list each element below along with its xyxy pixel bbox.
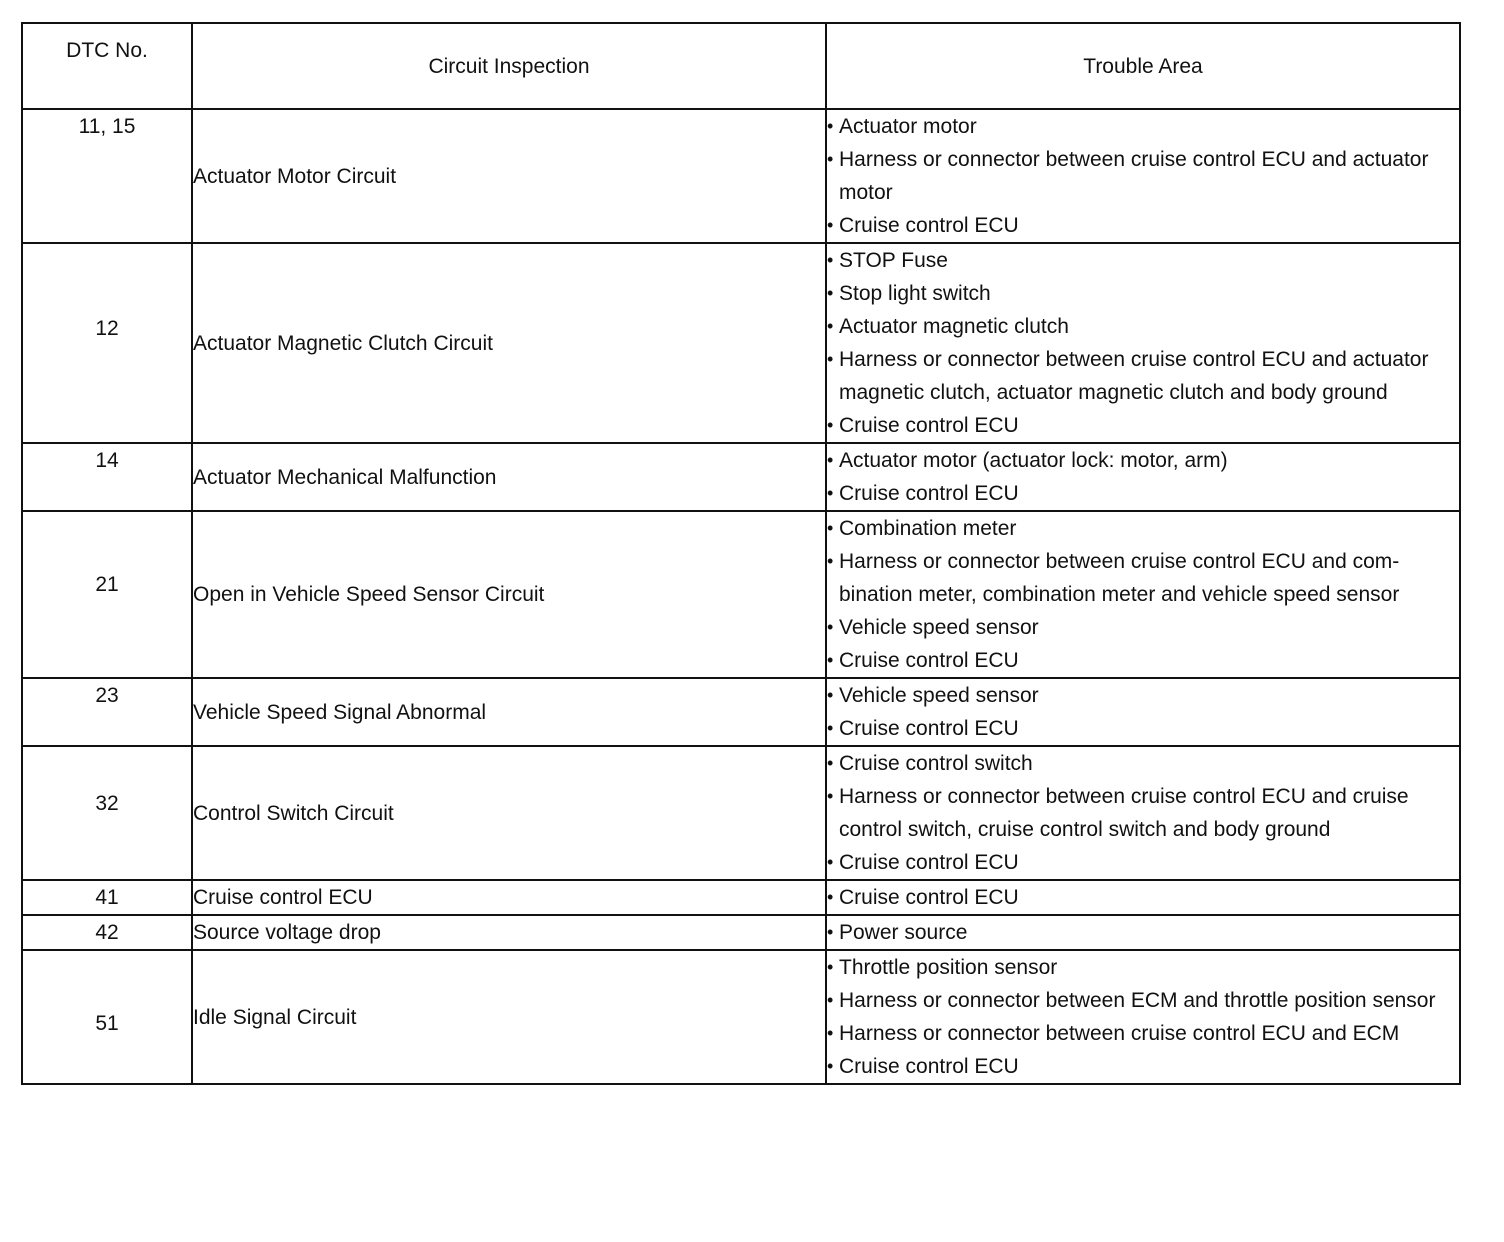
trouble-area-item: • Throttle position sensor <box>827 951 1459 984</box>
circuit-inspection: Idle Signal Circuit <box>192 950 826 1084</box>
table-row <box>22 109 1460 243</box>
table-row <box>22 243 1460 443</box>
trouble-area-item: • Harness or connector between cruise control ECU and cruise control switch, cruise control switch and body ground <box>827 780 1459 846</box>
trouble-area-item: • Cruise control ECU <box>827 712 1459 745</box>
trouble-area-item: • Harness or connector between cruise control ECU and actuator motor <box>827 143 1459 209</box>
trouble-area-item: • Harness or connector between cruise control ECU and actuator magnetic clutch, actuator magnetic clutch and body ground <box>827 343 1459 409</box>
dtc-number: 21 <box>22 511 192 678</box>
dtc-number: 23 <box>22 678 192 746</box>
circuit-inspection: Cruise control ECU <box>192 880 826 915</box>
table-row <box>22 880 1460 915</box>
trouble-area-list <box>827 951 1459 1083</box>
trouble-area <box>826 243 1460 443</box>
trouble-area <box>826 109 1460 243</box>
dtc-number: 11, 15 <box>22 109 192 243</box>
trouble-area-item: • Cruise control switch <box>827 747 1459 780</box>
circuit-inspection: Source voltage drop <box>192 915 826 950</box>
dtc-number: 32 <box>22 746 192 880</box>
trouble-area-item: • Cruise control ECU <box>827 209 1459 242</box>
trouble-area-item: • Cruise control ECU <box>827 1050 1459 1083</box>
table-header <box>22 23 1460 109</box>
header-circuit-inspection: Circuit Inspection <box>192 23 826 109</box>
trouble-area <box>826 880 1460 915</box>
trouble-area-list <box>827 881 1459 914</box>
dtc-number: 42 <box>22 915 192 950</box>
circuit-inspection: Open in Vehicle Speed Sensor Circuit <box>192 511 826 678</box>
trouble-area-list <box>827 110 1459 242</box>
table-row <box>22 511 1460 678</box>
circuit-inspection: Actuator Magnetic Clutch Circuit <box>192 243 826 443</box>
circuit-inspection: Actuator Motor Circuit <box>192 109 826 243</box>
trouble-area <box>826 678 1460 746</box>
trouble-area-list <box>827 244 1459 442</box>
trouble-area <box>826 511 1460 678</box>
trouble-area-item: • Power source <box>827 916 1459 949</box>
trouble-area-item: • Actuator motor (actuator lock: motor, arm) <box>827 444 1459 477</box>
circuit-inspection: Vehicle Speed Signal Abnormal <box>192 678 826 746</box>
table-row <box>22 915 1460 950</box>
table-row <box>22 950 1460 1084</box>
table-body <box>22 109 1460 1084</box>
circuit-inspection: Control Switch Circuit <box>192 746 826 880</box>
trouble-area <box>826 746 1460 880</box>
trouble-area-item: • Vehicle speed sensor <box>827 679 1459 712</box>
trouble-area-item: • Actuator magnetic clutch <box>827 310 1459 343</box>
header-dtc-no: DTC No. <box>22 23 192 109</box>
trouble-area <box>826 443 1460 511</box>
table-row <box>22 678 1460 746</box>
trouble-area-item: • Cruise control ECU <box>827 644 1459 677</box>
trouble-area-list <box>827 679 1459 745</box>
trouble-area-list <box>827 444 1459 510</box>
circuit-inspection: Actuator Mechanical Malfunction <box>192 443 826 511</box>
trouble-area-item: • Cruise control ECU <box>827 409 1459 442</box>
table-row <box>22 746 1460 880</box>
trouble-area-item: • Harness or connector between cruise control ECU and ECM <box>827 1017 1459 1050</box>
header-row <box>22 23 1460 109</box>
trouble-area-item: • STOP Fuse <box>827 244 1459 277</box>
trouble-area-item: • Combination meter <box>827 512 1459 545</box>
dtc-number: 12 <box>22 243 192 443</box>
dtc-number: 51 <box>22 950 192 1084</box>
trouble-area-item: • Stop light switch <box>827 277 1459 310</box>
trouble-area-item: • Cruise control ECU <box>827 881 1459 914</box>
trouble-area-list <box>827 747 1459 879</box>
table-row <box>22 443 1460 511</box>
trouble-area-list <box>827 512 1459 677</box>
dtc-number: 41 <box>22 880 192 915</box>
header-trouble-area: Trouble Area <box>826 23 1460 109</box>
trouble-area-list <box>827 916 1459 949</box>
trouble-area-item: • Cruise control ECU <box>827 477 1459 510</box>
trouble-area-item: • Cruise control ECU <box>827 846 1459 879</box>
trouble-area-item: • Harness or connector between ECM and throttle position sensor <box>827 984 1459 1017</box>
dtc-number: 14 <box>22 443 192 511</box>
trouble-area <box>826 915 1460 950</box>
trouble-area <box>826 950 1460 1084</box>
trouble-area-item: • Actuator motor <box>827 110 1459 143</box>
dtc-table <box>21 22 1461 1085</box>
trouble-area-item: • Harness or connector between cruise control ECU and com-bination meter, combination meter and vehicle speed sensor <box>827 545 1459 611</box>
trouble-area-item: • Vehicle speed sensor <box>827 611 1459 644</box>
